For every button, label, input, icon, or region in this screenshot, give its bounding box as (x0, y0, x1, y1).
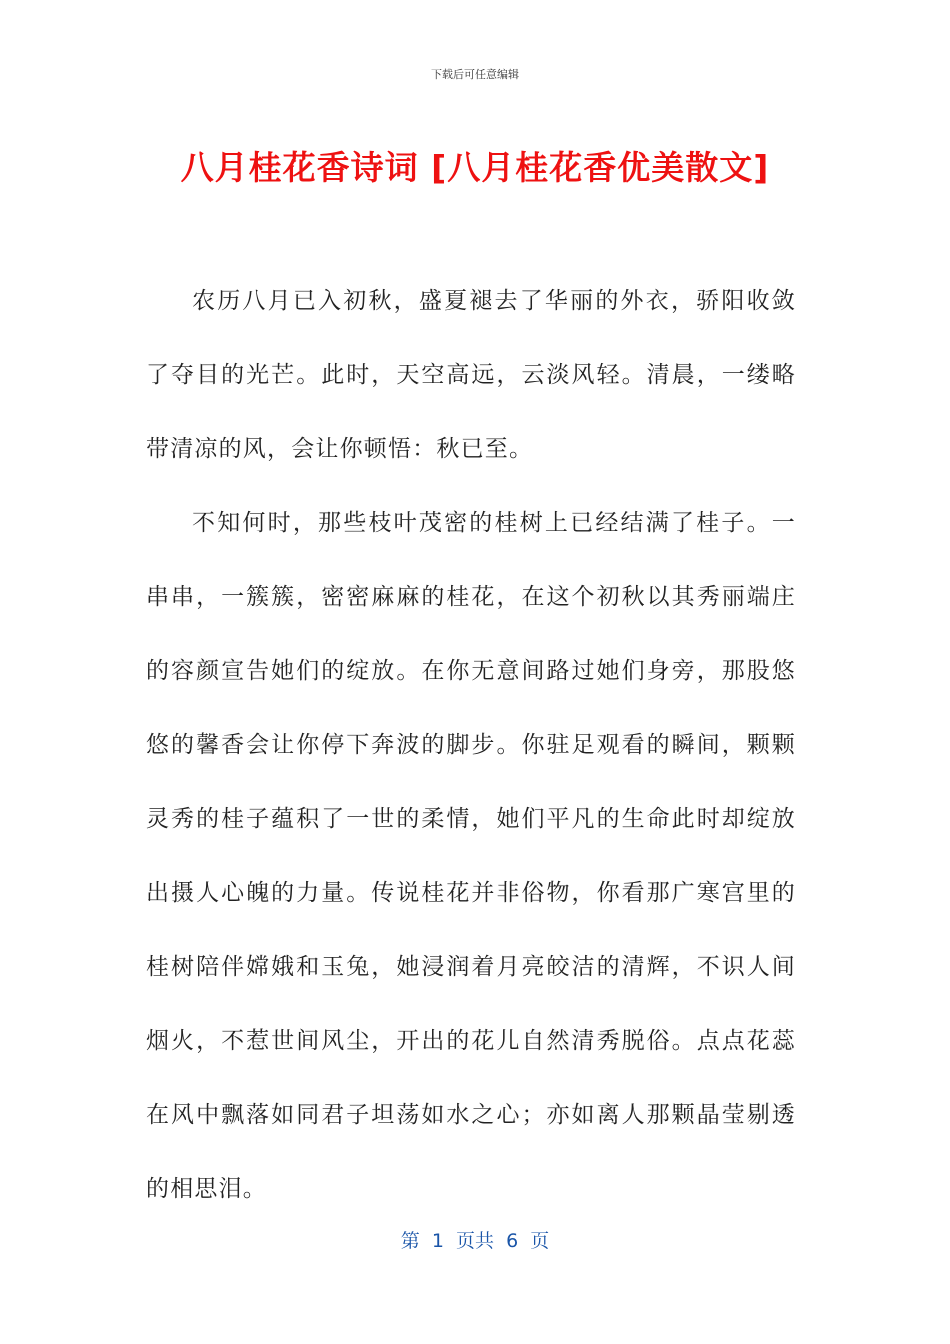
document-title: 八月桂花香诗词 [八月桂花香优美散文] (180, 148, 770, 187)
document-body (146, 264, 796, 1226)
header-note: 下载后可任意编辑 (431, 68, 519, 81)
paragraph: 农历八月已入初秋，盛夏褪去了华丽的外衣，骄阳收敛了夺目的光芒。此时，天空高远，云淡风轻。清晨，一缕略带清凉的风，会让你顿悟：秋已至。 (146, 288, 796, 462)
paragraph: 不知何时，那些枝叶茂密的桂树上已经结满了桂子。一串串，一簇簇，密密麻麻的桂花，在这个初秋以其秀丽端庄的容颜宣告她们的绽放。在你无意间路过她们身旁，那股悠悠的馨香会让你停下奔波的脚步。你驻足观看的瞬间，颗颗灵秀的桂子蕴积了一世的柔情，她们平凡的生命此时却绽放出摄人心魄的力量。传说桂花并非俗物，你看那广寒宫里的桂树陪伴嫦娥和玉兔，她浸润着月亮皎洁的清辉，不识人间烟火，不惹世间风尘，开出的花儿自然清秀脱俗。点点花蕊在风中飘落如同君子坦荡如水之心；亦如离人那颗晶莹剔透的相思泪。 (146, 510, 796, 1202)
page-number: 第 1 页共 6 页 (400, 1230, 550, 1252)
